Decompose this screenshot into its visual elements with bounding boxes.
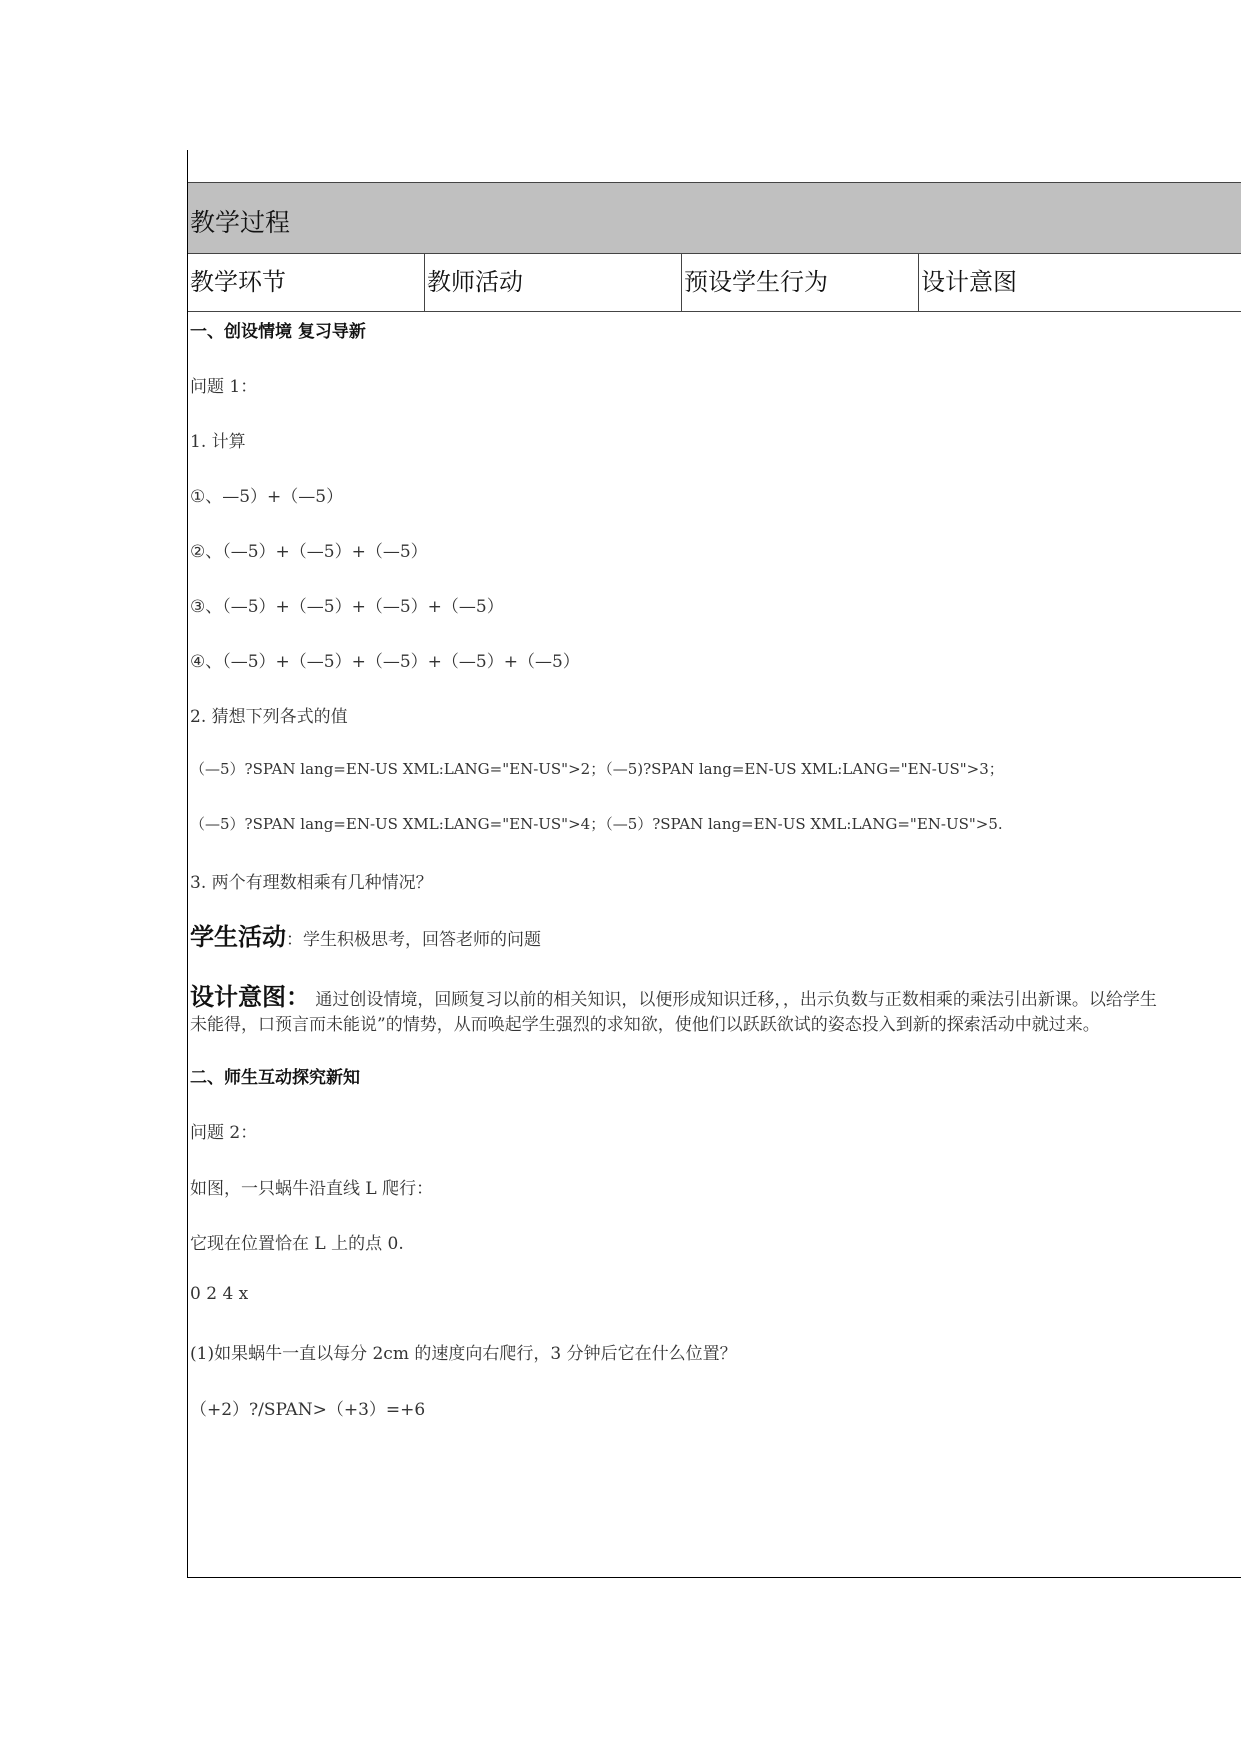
calc-line-1: ①、—5）+（—5） <box>190 487 344 507</box>
student-activity <box>190 917 541 952</box>
item1-calculate: 1. 计算 <box>190 432 246 452</box>
section2-heading: 二、师生互动探究新知 <box>190 1068 360 1088</box>
section1-heading: 一、创设情境 复习导新 <box>190 322 366 342</box>
calc-line-2: ②、（—5）+（—5）+（—5） <box>190 542 428 562</box>
question1-label: 问题 1： <box>190 377 258 397</box>
question2-text-1: 如图，一只蜗牛沿直线 L 爬行： <box>190 1179 434 1199</box>
guess-line-1: （—5）?SPAN lang=EN-US XML:LANG="EN-US">2；（—5)?SPAN lang=EN-US XML:LANG="EN-US">3； <box>190 760 1004 778</box>
section-header-bar <box>188 182 1241 254</box>
number-axis-labels: 0 2 4 x <box>190 1284 249 1304</box>
guess-line-2: （—5）?SPAN lang=EN-US XML:LANG="EN-US">4；（—5）?SPAN lang=EN-US XML:LANG="EN-US">5. <box>190 815 1003 833</box>
column-header-teacher-activity: 教师活动 <box>425 254 682 311</box>
calc-line-4: ④、（—5）+（—5）+（—5）+（—5）+（—5） <box>190 652 580 672</box>
table-left-border-top <box>187 150 188 183</box>
design-intent-label: 设计意图： <box>190 983 310 1011</box>
column-header-teaching-stage: 教学环节 <box>188 254 425 311</box>
design-intent-text-1: 通过创设情境，回顾复习以前的相关知识，以便形成知识迁移，，出示负数与正数相乘的乘法引出新课。以给学生 <box>310 990 1157 1010</box>
column-header-row <box>188 254 1241 312</box>
section-title: 教学过程 <box>190 208 291 237</box>
column-header-design-intent: 设计意图 <box>921 268 1017 296</box>
student-activity-text: ：学生积极思考，回答老师的问题 <box>286 930 541 950</box>
design-intent-line-2: 未能得，口预言而未能说”的情势，从而唤起学生强烈的求知欲，使他们以跃跃欲试的姿态投入到新的探索活动中就过来。 <box>190 1015 1100 1035</box>
item3-question: 3. 两个有理数相乘有几种情况？ <box>190 873 433 893</box>
student-activity-label: 学生活动 <box>190 923 286 951</box>
item2-guess: 2. 猜想下列各式的值 <box>190 707 348 727</box>
column-header-student-behavior: 预设学生行为 <box>682 254 919 311</box>
question2-text-2: 它现在位置恰在 L 上的点 0. <box>190 1234 404 1254</box>
calc-line-3: ③、（—5）+（—5）+（—5）+（—5） <box>190 597 504 617</box>
question2-formula: （+2）?/SPAN>（+3）=+6 <box>190 1400 426 1420</box>
design-intent-line-1 <box>190 977 1157 1012</box>
question2-sub1: (1)如果蜗牛一直以每分 2cm 的速度向右爬行，3 分钟后它在什么位置？ <box>190 1344 737 1364</box>
lesson-table <box>187 182 1241 1578</box>
question2-label: 问题 2： <box>190 1123 258 1143</box>
